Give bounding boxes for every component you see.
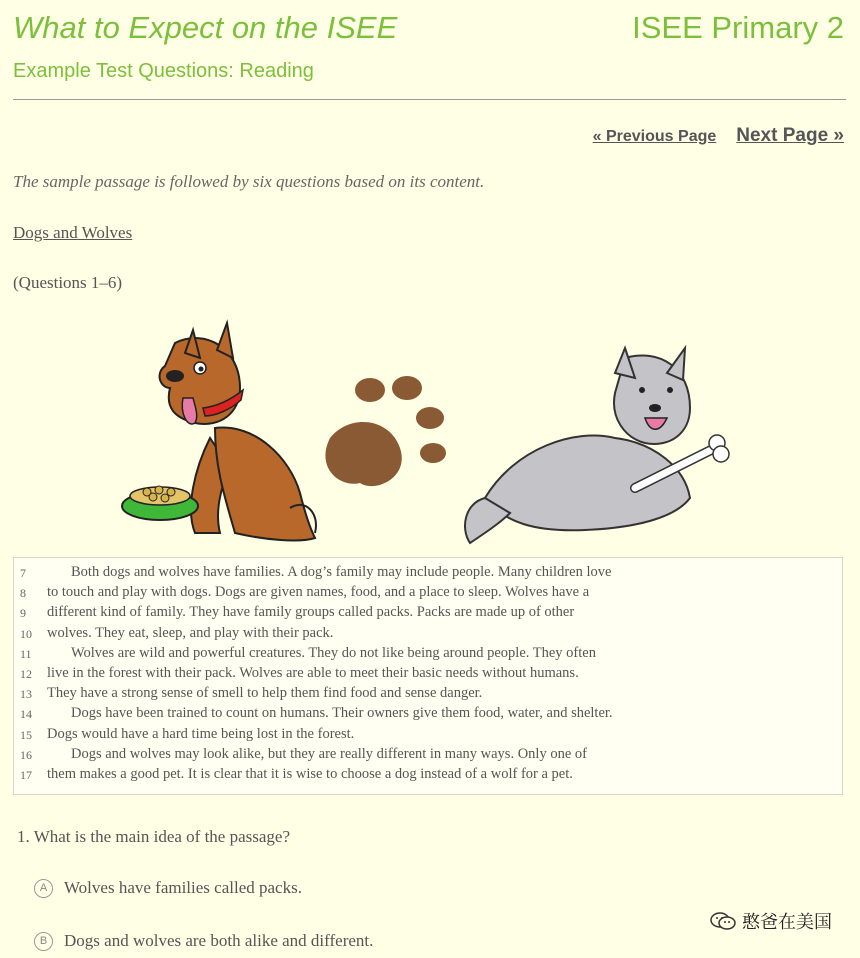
line-number: 12	[20, 667, 32, 681]
page-subtitle: Example Test Questions: Reading	[13, 60, 314, 82]
line-text: different kind of family. They have family groups called packs. Packs are made up of other	[47, 604, 575, 621]
page-nav	[593, 125, 844, 147]
line-text: wolves. They eat, sleep, and play with their pack.	[47, 624, 334, 641]
line-number: 14	[20, 707, 32, 722]
choice-a-text: Wolves have families called packs.	[64, 878, 302, 897]
line-text: They have a strong sense of smell to help them find food and sense danger.	[47, 685, 483, 702]
line-number: 17	[20, 768, 32, 782]
exam-level: ISEE Primary 2	[632, 10, 844, 45]
wolf-image	[465, 348, 729, 543]
line-number: 15	[20, 727, 32, 742]
line-number: 7	[20, 566, 26, 580]
dog-image	[122, 323, 316, 540]
line-number: 10	[20, 626, 32, 641]
intro-text: The sample passage is followed by six questions based on its content.	[13, 172, 485, 191]
choice-a-radio[interactable]: A	[34, 879, 53, 898]
line-text: to touch and play with dogs. Dogs are given names, food, and a place to sleep. Wolves have a	[47, 584, 590, 601]
watermark-text: 憨爸在美国	[742, 912, 832, 933]
page-title: What to Expect on the ISEE	[13, 10, 398, 45]
watermark	[710, 908, 832, 934]
passage-title: Dogs and Wolves	[13, 223, 133, 242]
line-text: Dogs have been trained to count on humans. Their owners give them food, water, and shelter.	[71, 705, 613, 722]
line-number: 13	[20, 687, 32, 702]
question-range: (Questions 1–6)	[13, 273, 123, 292]
line-number: 16	[20, 747, 32, 762]
passage-box	[13, 557, 843, 795]
question-1: 1. What is the main idea of the passage?	[17, 827, 291, 846]
choice-b-text: Dogs and wolves are both alike and different.	[64, 931, 374, 950]
line-text: them makes a good pet. It is clear that it is wise to choose a dog instead of a wolf for a pet.	[47, 766, 573, 782]
line-number: 9	[20, 606, 26, 621]
line-text: Wolves are wild and powerful creatures. They do not like being around people. They often	[71, 644, 596, 661]
wechat-icon	[710, 911, 736, 931]
line-text: Both dogs and wolves have families. A dog’s family may include people. Many children love	[71, 564, 612, 580]
choice-b-radio[interactable]: B	[34, 932, 53, 951]
dog-wolf-illustration	[115, 318, 745, 558]
line-number: 8	[20, 586, 26, 601]
header-rule	[13, 99, 846, 100]
choice-b[interactable]	[34, 931, 373, 951]
next-page-link[interactable]: Next Page »	[736, 125, 844, 146]
line-number: 11	[20, 646, 32, 661]
paw-print-icon	[325, 376, 446, 486]
line-text: Dogs and wolves may look alike, but they are really different in many ways. Only one of	[71, 745, 587, 762]
choice-a[interactable]	[34, 878, 302, 898]
previous-page-link[interactable]: « Previous Page	[592, 128, 717, 145]
line-text: live in the forest with their pack. Wolves are able to meet their basic needs without humans.	[47, 665, 579, 681]
line-text: Dogs would have a hard time being lost in the forest.	[47, 725, 355, 742]
